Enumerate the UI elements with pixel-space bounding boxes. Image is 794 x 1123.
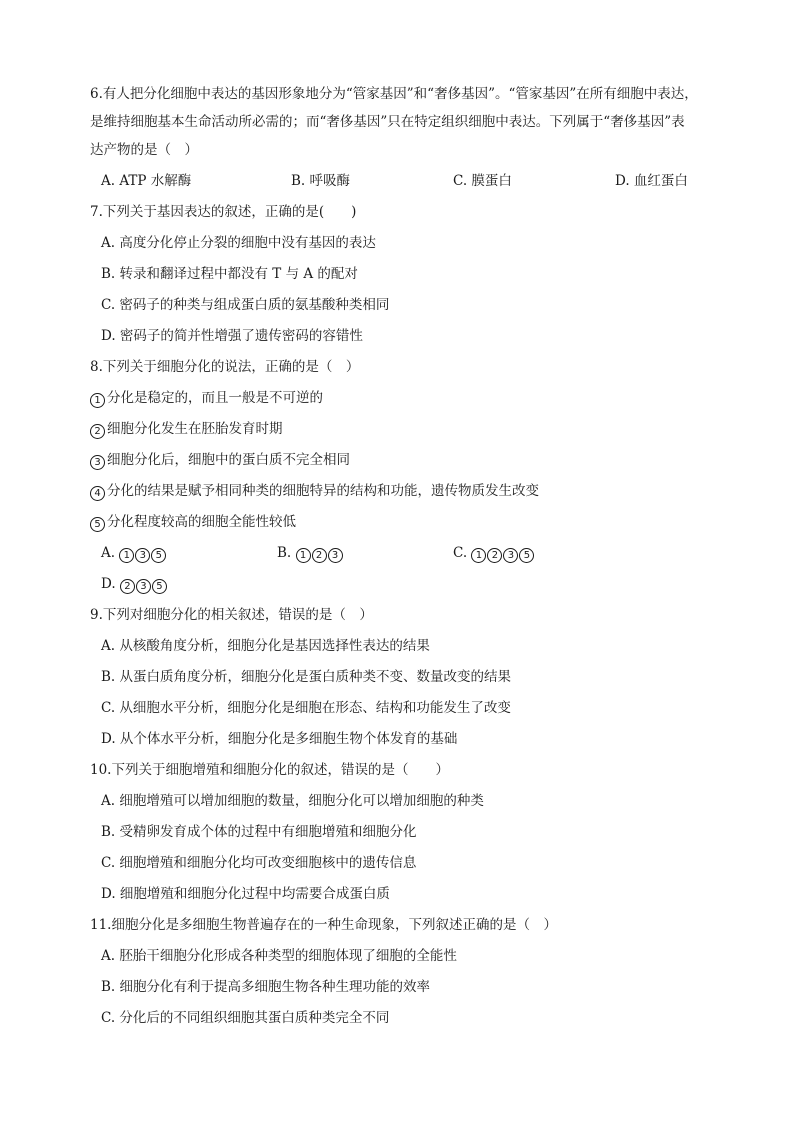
option-b: B. 转录和翻译过程中都没有 T 与 A 的配对 — [101, 266, 358, 282]
option-a: A. 从核酸角度分析，细胞分化是基因选择性表达的结果 — [101, 638, 430, 654]
option-a: A. ATP 水解酶 — [101, 173, 192, 189]
option-d — [101, 569, 168, 600]
option-letter: B. — [277, 545, 292, 561]
question-stem: 10.下列关于细胞增殖和细胞分化的叙述，错误的是（ ） — [90, 762, 449, 778]
circled-number: 3 — [328, 548, 343, 563]
circled-number: 1 — [296, 548, 311, 563]
option-b — [277, 538, 453, 569]
statement-text: 分化程度较高的细胞全能性较低 — [107, 514, 296, 530]
circled-number: 3 — [90, 455, 105, 470]
circled-number: 5 — [151, 548, 166, 563]
circled-number: 5 — [152, 579, 167, 594]
statement-item — [90, 476, 710, 507]
question-stem: 11.细胞分化是多细胞生物普遍存在的一种生命现象，下列叙述正确的是（ ） — [90, 917, 557, 933]
statement-text: 细胞分化发生在胚胎发育时期 — [107, 421, 283, 437]
question-8 — [90, 352, 710, 600]
option-a — [101, 538, 277, 569]
options-row — [90, 538, 710, 569]
question-10 — [90, 755, 710, 910]
statement-text: 分化的结果是赋予相同种类的细胞特异的结构和功能，遗传物质发生改变 — [107, 483, 539, 499]
option-d: D. 从个体水平分析，细胞分化是多细胞生物个体发育的基础 — [101, 731, 458, 747]
option-a: A. 高度分化停止分裂的细胞中没有基因的表达 — [101, 235, 376, 251]
circled-number: 1 — [119, 548, 134, 563]
circled-number: 2 — [120, 579, 135, 594]
option-letter: A. — [101, 545, 116, 561]
question-stem: 7.下列关于基因表达的叙述，正确的是( ) — [90, 204, 357, 220]
option-b: B. 呼吸酶 — [291, 173, 351, 189]
option-c — [453, 538, 535, 569]
circled-number: 4 — [90, 486, 105, 501]
question-11 — [90, 910, 710, 1034]
circled-number: 2 — [312, 548, 327, 563]
option-b: B. 受精卵发育成个体的过程中有细胞增殖和细胞分化 — [101, 824, 417, 840]
statement-item — [90, 414, 710, 445]
option-letter: D. — [101, 576, 116, 592]
circled-number: 1 — [90, 393, 105, 408]
option-d: D. 细胞增殖和细胞分化过程中均需要合成蛋白质 — [101, 886, 390, 902]
option-b: B. 从蛋白质角度分析，细胞分化是蛋白质种类不变、数量改变的结果 — [101, 669, 512, 685]
option-c: C. 从细胞水平分析，细胞分化是细胞在形态、结构和功能发生了改变 — [101, 700, 511, 716]
circled-number: 2 — [90, 424, 105, 439]
option-c: C. 细胞增殖和细胞分化均可改变细胞核中的遗传信息 — [101, 855, 417, 871]
circled-number: 3 — [503, 548, 518, 563]
option-a: A. 细胞增殖可以增加细胞的数量，细胞分化可以增加细胞的种类 — [101, 793, 484, 809]
option-a: A. 胚胎干细胞分化形成各种类型的细胞体现了细胞的全能性 — [101, 948, 457, 964]
option-c: C. 密码子的种类与组成蛋白质的氨基酸种类相同 — [101, 297, 390, 313]
question-6 — [90, 80, 710, 197]
option-c: C. 膜蛋白 — [453, 173, 512, 189]
circled-number: 1 — [471, 548, 486, 563]
option-d: D. 血红蛋白 — [615, 173, 688, 189]
statement-text: 细胞分化后，细胞中的蛋白质不完全相同 — [107, 452, 350, 468]
options-row — [90, 166, 710, 197]
circled-number: 5 — [519, 548, 534, 563]
question-9 — [90, 600, 710, 755]
statement-item — [90, 383, 710, 414]
question-7 — [90, 197, 710, 352]
question-stem: 8.下列关于细胞分化的说法，正确的是（ ） — [90, 359, 360, 375]
option-letter: C. — [453, 545, 468, 561]
circled-number: 5 — [90, 517, 105, 532]
statement-item — [90, 445, 710, 476]
circled-number: 3 — [136, 579, 151, 594]
option-d: D. 密码子的简并性增强了遗传密码的容错性 — [101, 328, 363, 344]
option-c: C. 分化后的不同组织细胞其蛋白质种类完全不同 — [101, 1010, 390, 1026]
question-stem: 达产物的是（ ） — [90, 142, 198, 158]
exam-page — [90, 80, 710, 1034]
question-stem: 6.有人把分化细胞中表达的基因形象地分为“管家基因”和“奢侈基因”。“管家基因”在所有细胞中表达， — [90, 86, 698, 102]
circled-number: 3 — [135, 548, 150, 563]
options-row — [90, 569, 710, 600]
question-stem: 是维持细胞基本生命活动所必需的；而“奢侈基因”只在特定组织细胞中表达。下列属于“奢侈基因”表 — [90, 114, 685, 130]
circled-number: 2 — [487, 548, 502, 563]
option-b: B. 细胞分化有利于提高多细胞生物各种生理功能的效率 — [101, 979, 431, 995]
statement-text: 分化是稳定的，而且一般是不可逆的 — [107, 390, 323, 406]
statement-item — [90, 507, 710, 538]
question-stem: 9.下列对细胞分化的相关叙述，错误的是（ ） — [90, 607, 373, 623]
